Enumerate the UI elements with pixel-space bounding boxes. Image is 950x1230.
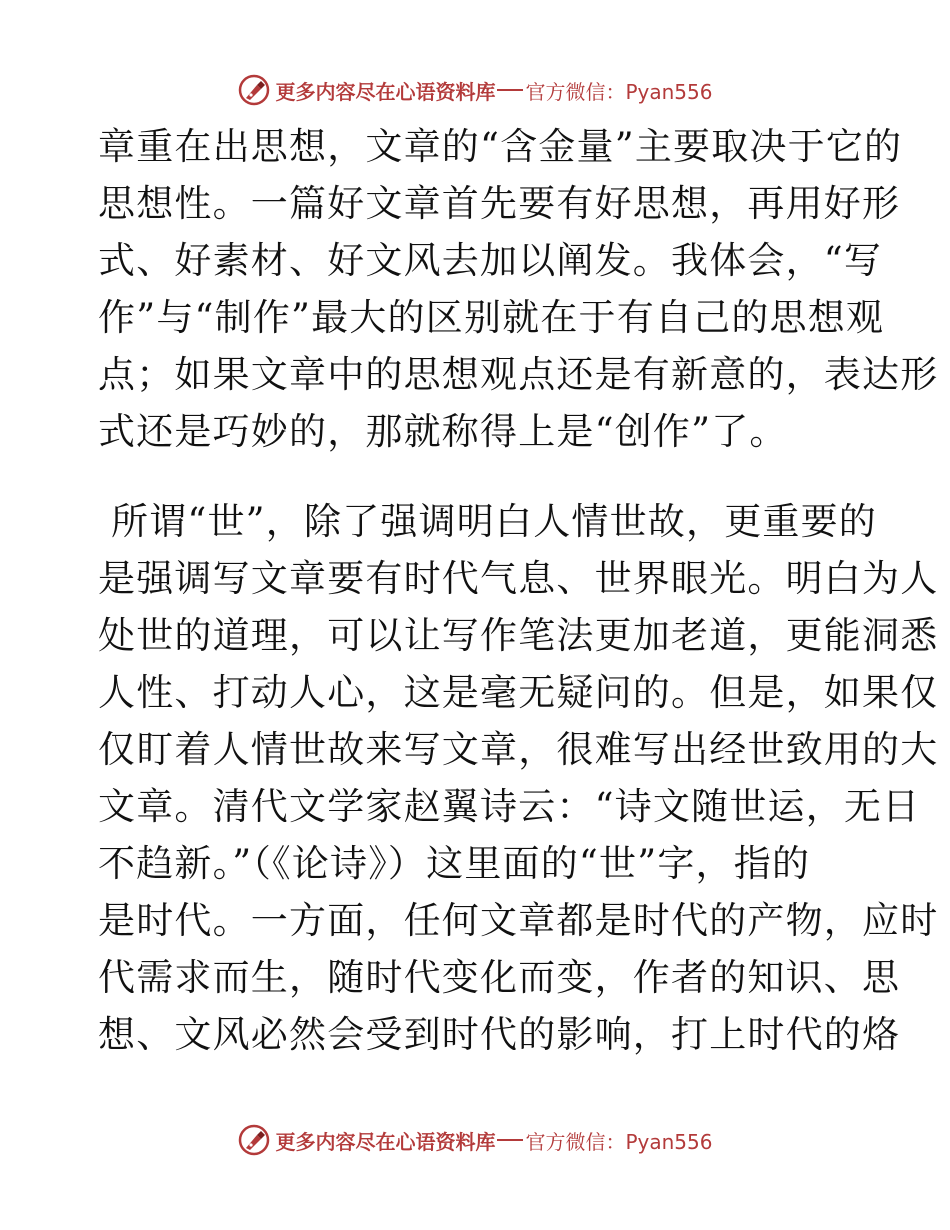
text-line: 是时代。一方面，任何文章都是时代的产物，应时: [98, 899, 939, 942]
text-line: 章重在出思想，文章的“含金量”主要取决于它的: [98, 125, 903, 168]
paragraph: [98, 493, 939, 1063]
banner-separator: [497, 89, 523, 91]
text-line: 仅盯着人情世故来写文章，很难写出经世致用的大: [98, 728, 939, 771]
pen-nib-logo-icon: [237, 1123, 271, 1157]
text-line: 处世的道理，可以让写作笔法更加老道，更能洞悉: [98, 614, 939, 657]
text-line: 式还是巧妙的，那就称得上是“创作”了。: [98, 410, 788, 453]
text-line: 点；如果文章中的思想观点还是有新意的，表达形: [98, 353, 939, 396]
paragraph-spacer: [98, 460, 858, 493]
document-body: [98, 118, 939, 1063]
footer-banner: [0, 1120, 950, 1160]
banner-title: 更多内容尽在心语资料库: [275, 1129, 496, 1154]
paragraph: [98, 118, 939, 460]
text-line: 是强调写文章要有时代气息、世界眼光。明白为人: [98, 557, 939, 600]
text-line: 想、文风必然会受到时代的影响，打上时代的烙: [98, 1013, 901, 1056]
pen-nib-logo-icon: [237, 73, 271, 107]
text-line: 文章。清代文学家赵翼诗云：“诗文随世运，无日: [98, 785, 921, 828]
text-line: 作”与“制作”最大的区别就在于有自己的思想观: [98, 296, 885, 339]
banner-wechat: 官方微信：Pyan556: [525, 79, 713, 104]
banner-wechat: 官方微信：Pyan556: [525, 1129, 713, 1154]
header-banner: [0, 70, 950, 110]
banner-title: 更多内容尽在心语资料库: [275, 79, 496, 104]
text-line: 式、好素材、好文风去加以阐发。我体会，“写: [98, 239, 883, 282]
text-line: 所谓“世”，除了强调明白人情世故，更重要的: [98, 500, 877, 543]
text-line: 不趋新。”（《论诗》）这里面的“世”字，指的: [98, 842, 811, 885]
banner-separator: [497, 1139, 523, 1141]
text-line: 人性、打动人心，这是毫无疑问的。但是，如果仅: [98, 671, 939, 714]
text-line: 代需求而生，随时代变化而变，作者的知识、思: [98, 956, 901, 999]
text-line: 思想性。一篇好文章首先要有好思想，再用好形: [98, 182, 901, 225]
